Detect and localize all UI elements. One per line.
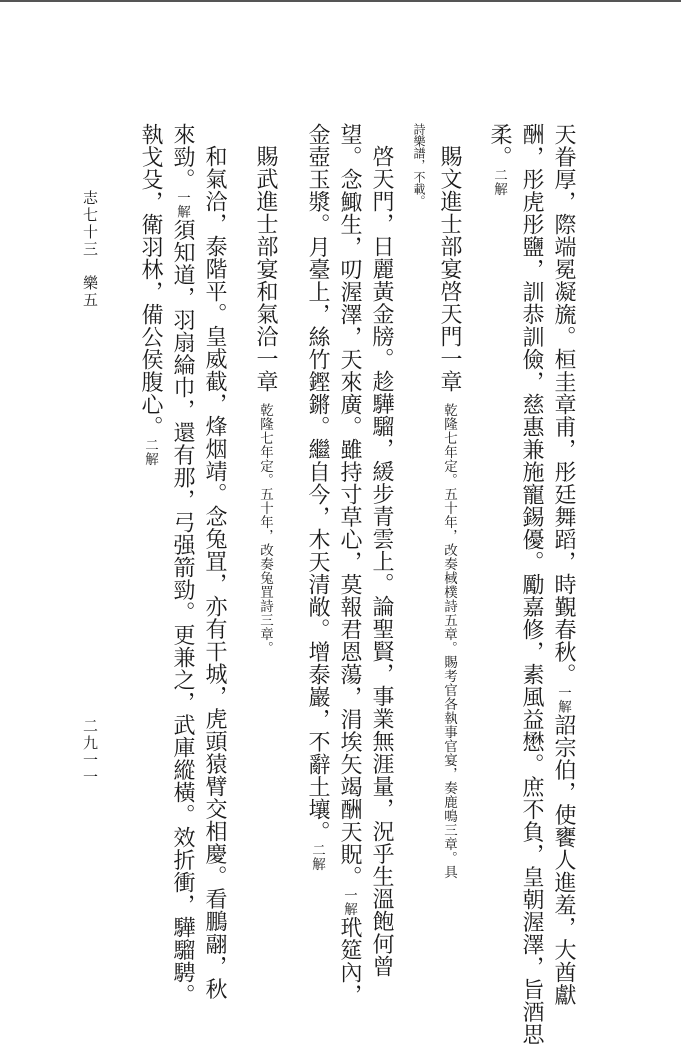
verse-text: 天眷厚，際端冕凝旒。桓圭章甫，彤廷舞蹈，時覲春秋。 bbox=[551, 123, 576, 686]
verse-text: 金壺玉漿。月臺上，絲竹鏗鏘。繼自今，木天清敞。增泰巖，不辭土壤。 bbox=[305, 123, 330, 843]
verse-text: 執戈殳，衛羽林，備公侯腹心。 bbox=[138, 123, 163, 438]
section-note: 一解 bbox=[341, 888, 357, 916]
text-column bbox=[520, 123, 542, 1046]
verse-text: 望。念鯫生，叨渥澤，天來廣。雖持寸草心，莫報君恩蕩，涓埃矢竭酬天貺。 bbox=[337, 123, 362, 888]
verse-text: 和氣洽，泰階平。皇威截，烽烟靖。念兔罝，亦有干城，虎頭猿臂交相慶。看鵬翮，秋 bbox=[202, 145, 227, 1000]
section-heading: 賜武進士部宴和氣洽一章 bbox=[253, 145, 278, 393]
verse-text: 啓天門，日麗黃金牓。趁驊騮，緩步青雲上。論聖賢，事業無涯量，況乎生溫飽何曾 bbox=[369, 145, 394, 978]
text-column bbox=[552, 123, 574, 1006]
text-column bbox=[370, 145, 392, 978]
note-column bbox=[413, 123, 425, 207]
heading-note: 乾隆七年定。五十年，改奏棫樸詩五章。賜考官各執事官宴，奏鹿鳴三章。具 bbox=[441, 402, 457, 879]
section-note: 一解 bbox=[555, 685, 571, 714]
verse-text: 詔宗伯，使饔人進羞，大酋獻 bbox=[551, 713, 576, 1006]
verse-text: 酬，彤虎彤鹽，訓恭訓儉，慈惠兼施寵錫優。勵嘉修，素風益懋。庶不負，皇朝渥澤，旨酒思 bbox=[519, 123, 544, 1046]
top-rule bbox=[0, 0, 681, 2]
verse-text: 來勁。 bbox=[170, 123, 195, 191]
text-column bbox=[338, 123, 360, 1006]
text-column bbox=[203, 145, 225, 1000]
section-note: 二解 bbox=[309, 843, 325, 871]
text-column bbox=[171, 123, 193, 1006]
verse-text: 須知道，羽扇綸巾，還有那，弓强箭勁。更兼之，武庫縱橫。效折衝，驊騮騁。 bbox=[170, 218, 195, 1006]
verse-text: 柔。 bbox=[487, 123, 512, 168]
heading-note: 乾隆七年定。五十年，改奏兔罝詩三章。 bbox=[257, 402, 273, 655]
footer-volume-label: 志七十三 樂五 bbox=[81, 190, 99, 309]
text-column bbox=[306, 123, 328, 871]
section-heading: 賜文進士部宴啓天門一章 bbox=[437, 145, 462, 393]
text-column bbox=[488, 123, 510, 196]
heading-note: 詩樂譜，不載。 bbox=[412, 123, 426, 207]
text-column bbox=[139, 123, 161, 466]
section-note: 一解 bbox=[174, 190, 190, 219]
section-heading-column bbox=[254, 145, 276, 655]
verse-text: 玳筵內， bbox=[337, 916, 362, 1006]
footer-page-number: 二九一一 bbox=[81, 718, 99, 786]
section-heading-column bbox=[438, 145, 460, 879]
section-note: 二解 bbox=[491, 168, 507, 196]
section-note: 二解 bbox=[142, 438, 158, 466]
